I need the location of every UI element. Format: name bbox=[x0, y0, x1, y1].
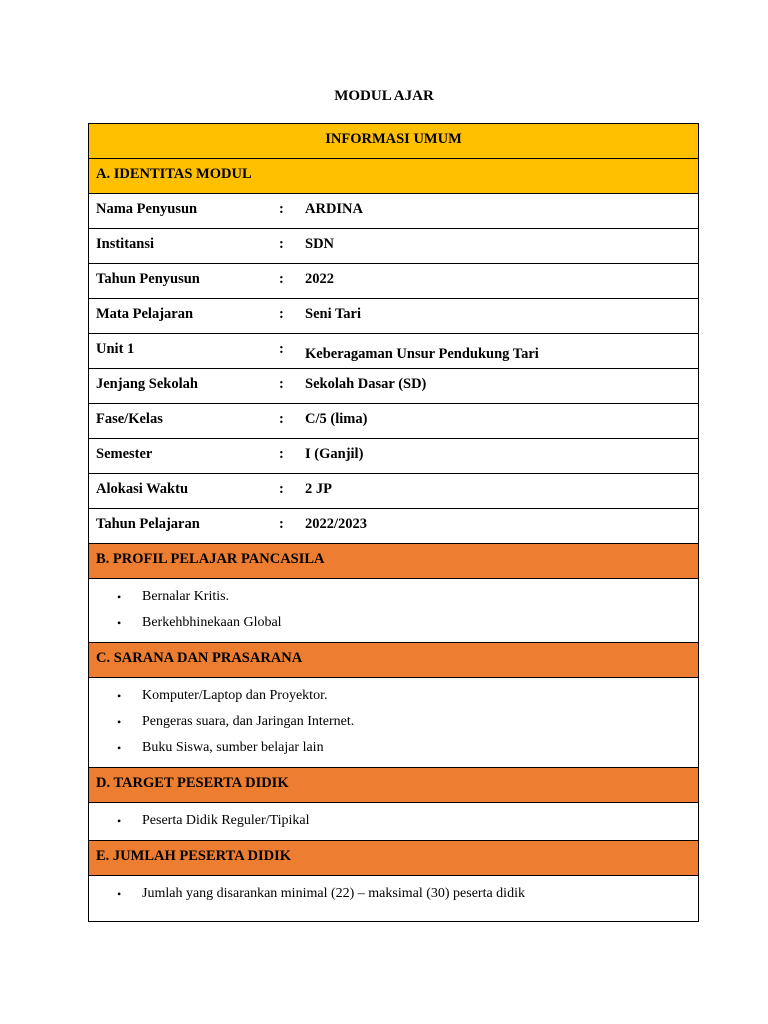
field-label: Fase/Kelas bbox=[96, 411, 163, 427]
field-label: Jenjang Sekolah bbox=[96, 376, 198, 392]
field-value: 2022/2023 bbox=[305, 516, 368, 532]
list-item: • Jumlah yang disarankan minimal (22) – maksimal (30) peserta didik bbox=[142, 881, 698, 907]
field-value: ARDINA bbox=[305, 201, 363, 217]
section-e-body bbox=[89, 876, 699, 922]
count-list bbox=[89, 876, 698, 921]
bullet-icon: • bbox=[117, 715, 122, 729]
field-separator: : bbox=[279, 306, 284, 322]
field-value: SDN bbox=[305, 236, 335, 252]
table-row bbox=[89, 369, 699, 404]
section-c-heading: C. SARANA DAN PRASARANA bbox=[96, 650, 303, 666]
field-value: Keberagaman Unsur Pendukung Tari bbox=[305, 346, 539, 362]
table-row bbox=[89, 404, 699, 439]
field-separator: : bbox=[279, 411, 284, 427]
section-b-header-row bbox=[89, 544, 699, 579]
target-list bbox=[89, 803, 698, 840]
bullet-icon: • bbox=[117, 814, 122, 828]
list-item: • Pengeras suara, dan Jaringan Internet. bbox=[142, 709, 698, 735]
field-label: Nama Penyusun bbox=[96, 201, 198, 217]
section-a-header-row bbox=[89, 159, 699, 194]
bullet-icon: • bbox=[117, 616, 122, 630]
general-info-header-row bbox=[89, 124, 699, 159]
table-row bbox=[89, 194, 699, 229]
section-a-heading: A. IDENTITAS MODUL bbox=[96, 166, 252, 182]
list-item: • Bernalar Kritis. bbox=[142, 584, 698, 610]
field-value: I (Ganjil) bbox=[305, 446, 364, 462]
bullet-icon: • bbox=[117, 689, 122, 703]
table-row bbox=[89, 509, 699, 544]
field-value: C/5 (lima) bbox=[305, 411, 368, 427]
table-row bbox=[89, 334, 699, 369]
section-d-body bbox=[89, 803, 699, 841]
bullet-icon: • bbox=[117, 590, 122, 604]
field-value: Seni Tari bbox=[305, 306, 362, 322]
field-separator: : bbox=[279, 236, 284, 252]
field-value: 2022 bbox=[305, 271, 334, 287]
profile-list bbox=[89, 579, 698, 642]
field-label: Tahun Penyusun bbox=[96, 271, 200, 287]
field-separator: : bbox=[279, 481, 284, 497]
section-c-header-row bbox=[89, 643, 699, 678]
field-label: Tahun Pelajaran bbox=[96, 516, 200, 532]
field-value: 2 JP bbox=[305, 481, 332, 497]
table-row bbox=[89, 229, 699, 264]
field-value: Sekolah Dasar (SD) bbox=[305, 376, 427, 392]
table-row bbox=[89, 299, 699, 334]
field-separator: : bbox=[279, 271, 284, 287]
general-info-header: INFORMASI UMUM bbox=[325, 131, 462, 147]
module-info-table bbox=[88, 123, 699, 922]
section-c-body bbox=[89, 678, 699, 768]
field-separator: : bbox=[279, 516, 284, 532]
field-separator: : bbox=[279, 201, 284, 217]
section-b-body bbox=[89, 579, 699, 643]
list-item: • Buku Siswa, sumber belajar lain bbox=[142, 735, 698, 761]
section-e-heading: E. JUMLAH PESERTA DIDIK bbox=[96, 848, 291, 864]
table-row bbox=[89, 439, 699, 474]
field-label: Mata Pelajaran bbox=[96, 306, 194, 322]
field-separator: : bbox=[279, 446, 284, 462]
section-e-header-row bbox=[89, 841, 699, 876]
list-item: • Peserta Didik Reguler/Tipikal bbox=[142, 808, 698, 834]
section-b-heading: B. PROFIL PELAJAR PANCASILA bbox=[96, 551, 325, 567]
list-item: • Berkehbhinekaan Global bbox=[142, 610, 698, 636]
document-title: MODUL AJAR bbox=[334, 88, 434, 104]
field-separator: : bbox=[279, 341, 284, 357]
facilities-list bbox=[89, 678, 698, 767]
table-row bbox=[89, 264, 699, 299]
table-row bbox=[89, 474, 699, 509]
bullet-icon: • bbox=[117, 741, 122, 755]
field-separator: : bbox=[279, 376, 284, 392]
list-item: • Komputer/Laptop dan Proyektor. bbox=[142, 683, 698, 709]
field-label: Semester bbox=[96, 446, 153, 462]
bullet-icon: • bbox=[117, 887, 122, 901]
section-d-header-row bbox=[89, 768, 699, 803]
field-label: Unit 1 bbox=[96, 341, 135, 357]
field-label: Institansi bbox=[96, 236, 155, 252]
section-d-heading: D. TARGET PESERTA DIDIK bbox=[96, 775, 289, 791]
field-label: Alokasi Waktu bbox=[96, 481, 189, 497]
